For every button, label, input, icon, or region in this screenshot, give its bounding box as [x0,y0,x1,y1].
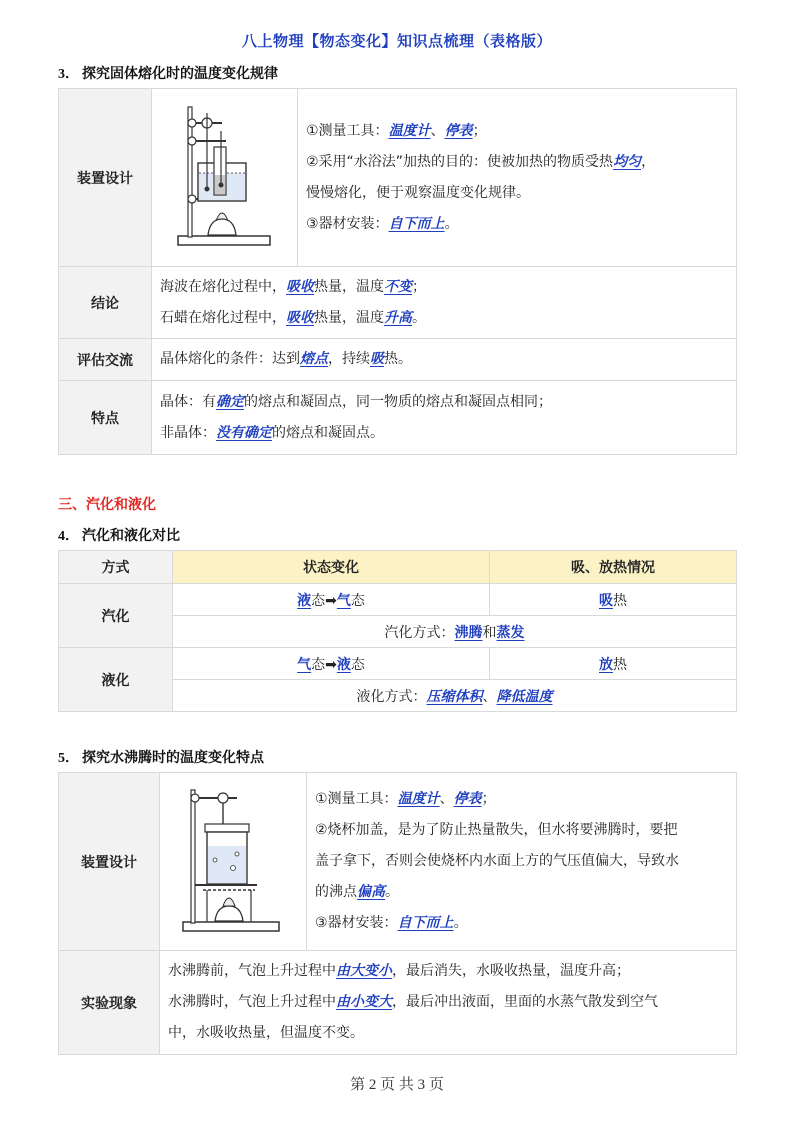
boiling-apparatus-figure [160,773,307,951]
table-row [59,773,737,951]
text-line: 慢慢熔化，便于观察温度变化规律。 [306,184,530,201]
table-row [59,584,737,616]
row-label: 汽化 [59,584,173,648]
keyword: 温度计 [388,122,431,139]
keyword: 偏高 [357,884,385,900]
keyword: 确定 [216,393,244,410]
text-line: ③器材安装：自下而上。 [306,215,459,232]
keyword: 均匀 [613,153,642,170]
section-4-heading [58,525,180,545]
chapter-heading: 三、汽化和液化 [58,497,156,513]
vaporization-liquefaction-table [58,550,737,712]
keyword: 升高 [384,309,412,326]
row-label: 评估交流 [59,339,152,381]
features-text [152,381,737,455]
evaluation-text [152,339,737,381]
keyword: 吸收 [286,309,314,326]
row-label: 装置设计 [59,773,160,951]
row-label: 实验现象 [59,951,160,1055]
section-title: 汽化和液化对比 [82,528,180,544]
text-line: ①测量工具：温度计、停表； [315,791,496,807]
text-line: 石蜡在熔化过程中，吸收热量，温度升高。 [160,309,426,326]
section-number: 5． [58,751,79,766]
melting-apparatus-figure [152,89,298,267]
state-change: 液态➡气态 [173,584,490,616]
keyword: 自下而上 [397,915,454,931]
phenomenon-text [160,951,737,1055]
keyword: 由小变大 [336,994,392,1010]
table-header-row [59,551,737,584]
water-bath-apparatus-icon [170,101,280,251]
keyword: 自下而上 [388,215,445,232]
keyword: 温度计 [397,791,440,807]
text-line: 海波在熔化过程中，吸收热量，温度不变； [160,278,426,295]
row-label: 特点 [59,381,152,455]
text-line: ③器材安装：自下而上。 [315,915,468,931]
document-title: 八上物理【物态变化】知识点梳理（表格版） [241,32,552,50]
column-header: 方式 [59,551,173,584]
page-footer: 第 2 页 共 3 页 [350,1077,444,1093]
keyword: 由大变小 [336,963,392,979]
row-label: 液化 [59,648,173,712]
text-line: 盖子拿下，否则会使烧杯内水面上方的气压值偏大，导致水 [315,853,679,869]
keyword: 停表 [444,122,473,139]
table-row [59,951,737,1055]
section-title: 探究水沸腾时的温度变化特点 [82,750,264,766]
melting-experiment-table [58,88,737,455]
table-row [59,89,737,267]
keyword: 熔点 [300,351,328,367]
text-line: 的沸点偏高。 [315,884,399,900]
text-line: 非晶体：没有确定的熔点和凝固点。 [160,424,384,441]
keyword: 停表 [453,791,482,807]
text-line: ②烧杯加盖，是为了防止热量散失，但水将要沸腾时，要把 [315,822,678,838]
table-row [59,267,737,339]
heat-exchange: 放热 [490,648,737,680]
section-number: 3． [58,67,79,82]
row-label: 结论 [59,267,152,339]
section-3-heading [58,63,278,83]
text-line: 晶体：有确定的熔点和凝固点，同一物质的熔点和凝固点相同； [160,393,552,410]
keyword: 不变 [384,278,412,295]
boiling-apparatus-icon [177,782,289,937]
text-line: 晶体熔化的条件：达到熔点，持续吸热。 [160,351,412,367]
section-number: 4． [58,529,79,544]
conclusion-text [152,267,737,339]
text-line: ①测量工具：温度计、停表； [306,122,487,139]
text-line: 中，水吸收热量，但温度不变。 [168,1025,364,1041]
column-header: 吸、放热情况 [490,551,737,584]
heat-exchange: 吸热 [490,584,737,616]
text-line: 水沸腾前，气泡上升过程中由大变小，最后消失，水吸收热量，温度升高； [168,963,630,979]
column-header: 状态变化 [173,551,490,584]
boiling-experiment-table [58,772,737,1055]
keyword: 吸 [370,351,384,367]
row-label: 装置设计 [59,89,152,267]
design-notes [298,89,737,267]
section-title: 探究固体熔化时的温度变化规律 [82,66,278,82]
liquefaction-modes: 液化方式：压缩体积、降低温度 [173,680,737,712]
table-row [59,648,737,680]
text-line: 水沸腾时，气泡上升过程中由小变大，最后冲出液面，里面的水蒸气散发到空气 [168,994,658,1010]
state-change: 气态➡液态 [173,648,490,680]
table-row [59,339,737,381]
section-5-heading [58,747,264,767]
text-line: ②采用“水浴法”加热的目的：使被加热的物质受热均匀， [306,153,656,170]
keyword: 吸收 [286,278,314,295]
design-notes [307,773,737,951]
vaporization-modes: 汽化方式：沸腾和蒸发 [173,616,737,648]
table-row [59,381,737,455]
keyword: 没有确定 [216,424,272,441]
